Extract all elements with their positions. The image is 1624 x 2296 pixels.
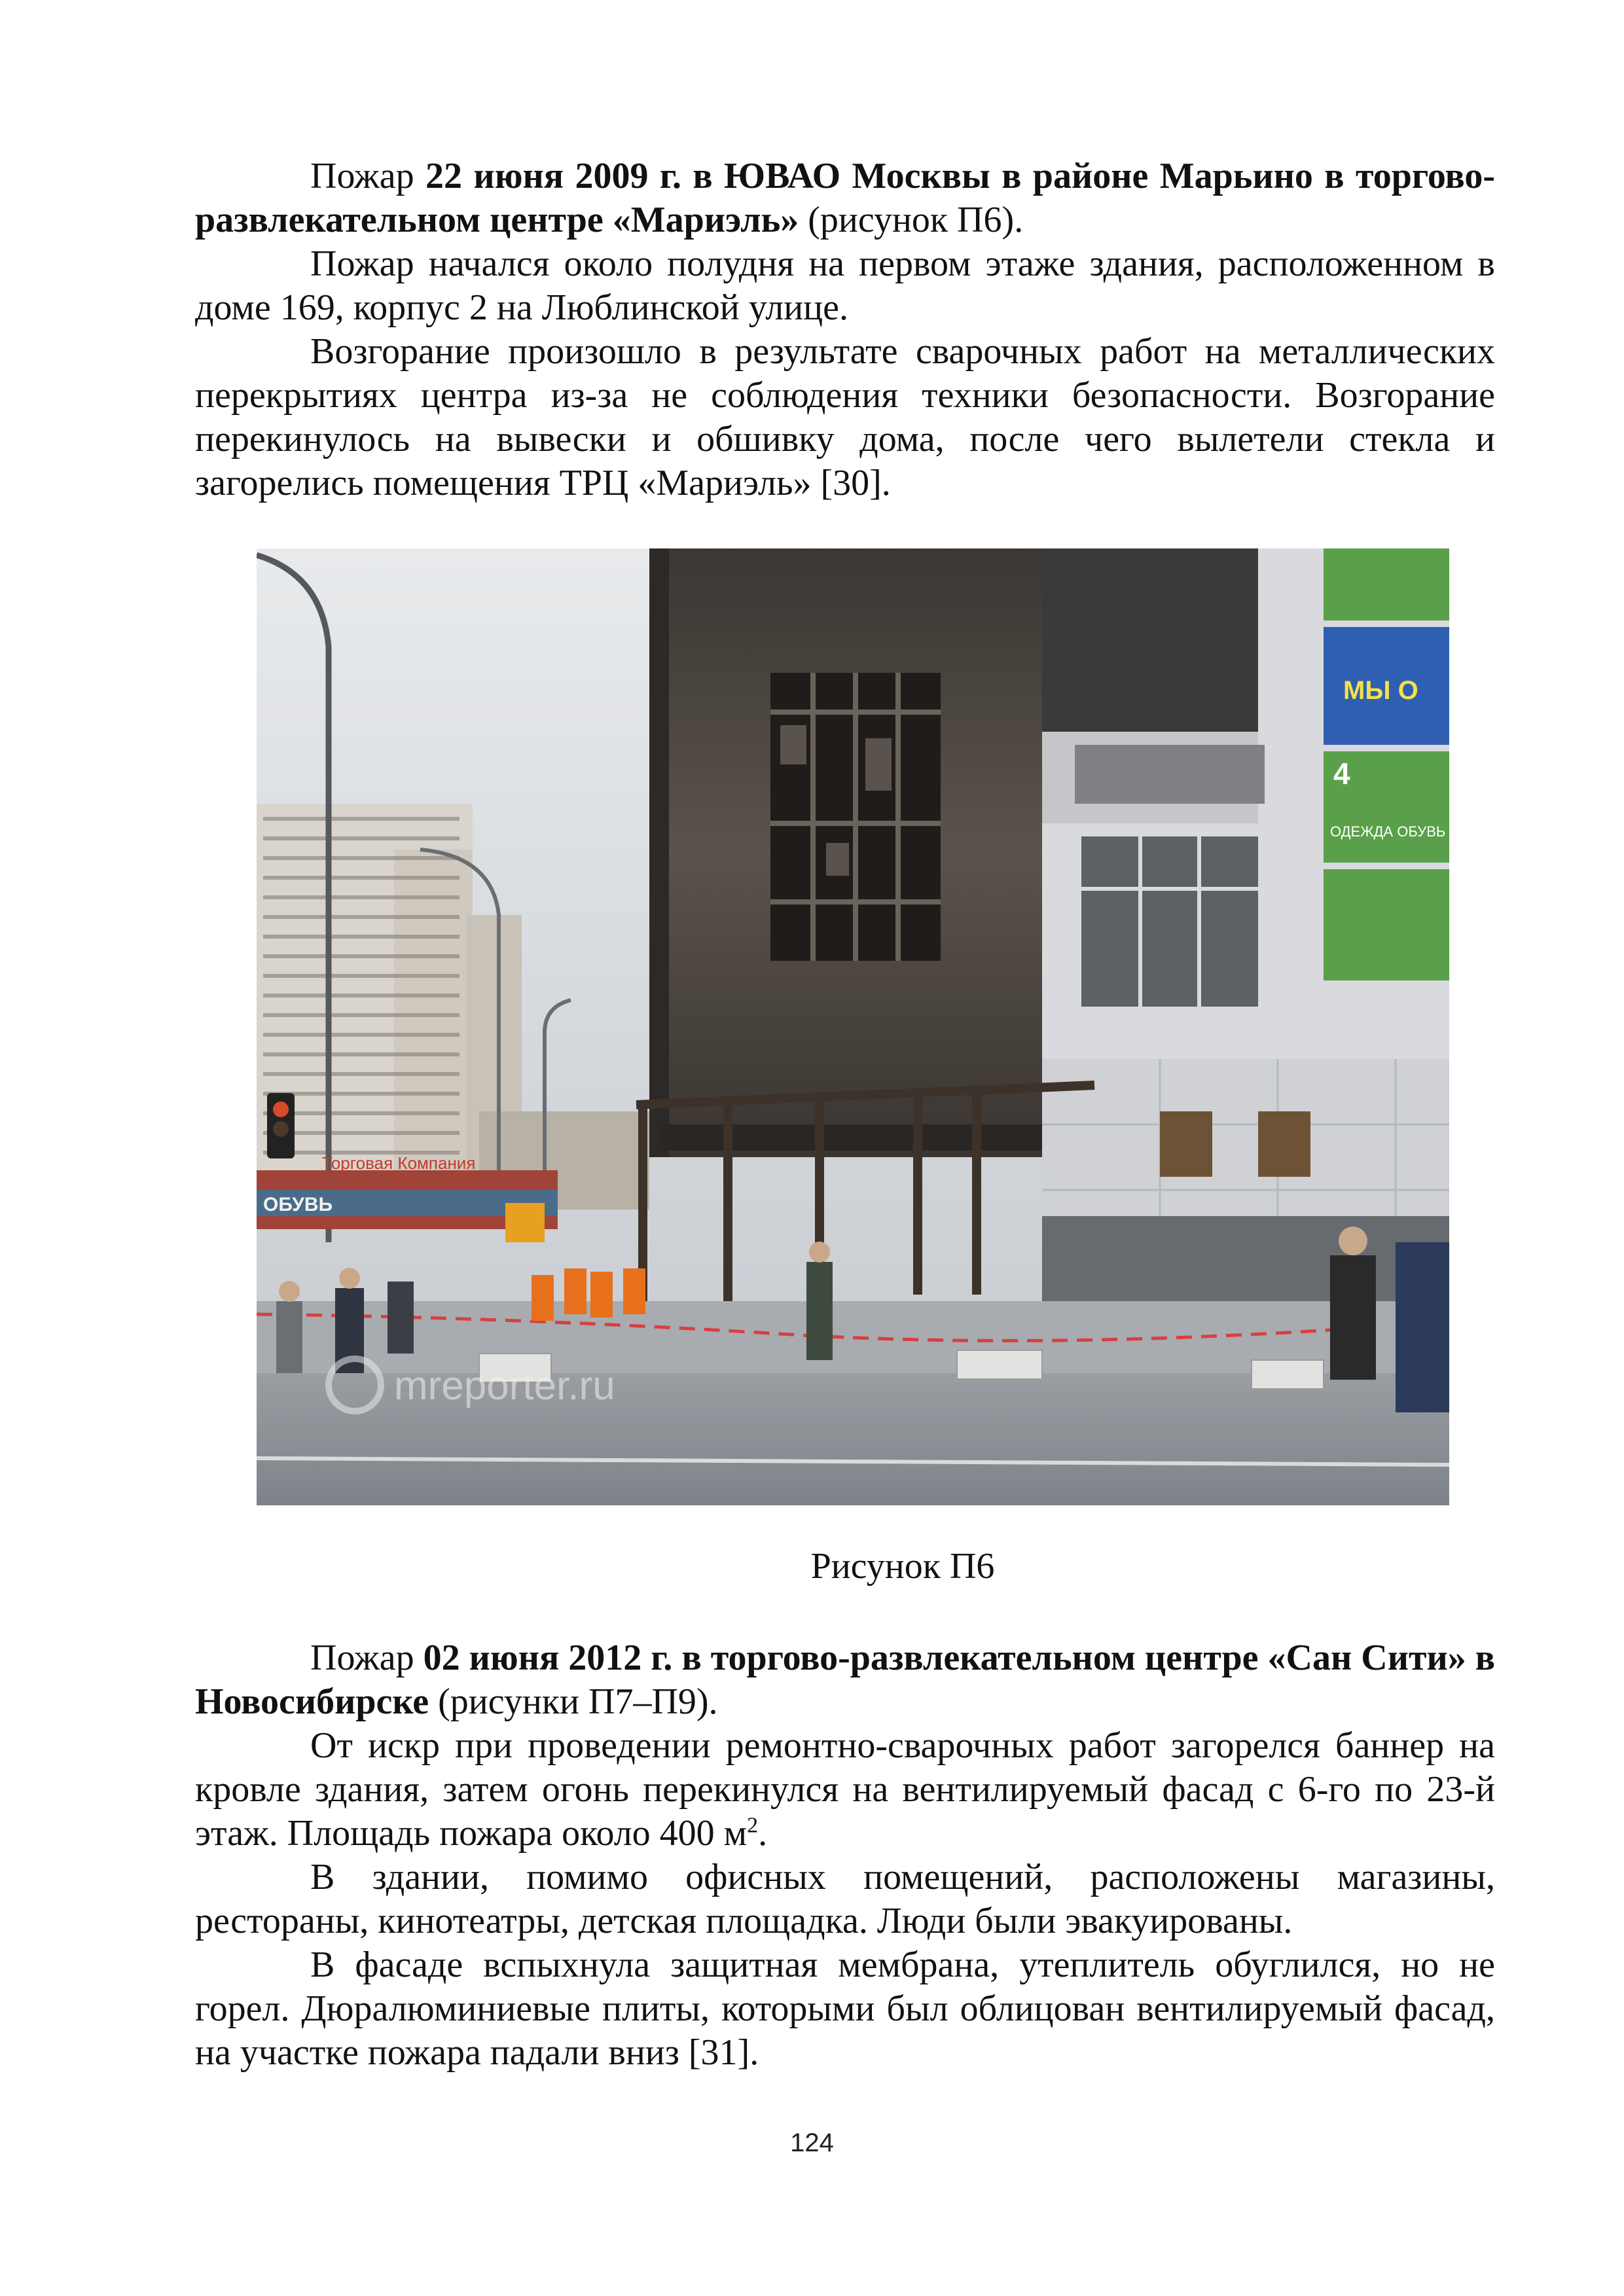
paragraph-5: [195, 1724, 1495, 1856]
paragraph-4-bold: 02 июня 2012 г. в торгово-развлекательном центре «Сан Сити» в Новосибирске: [195, 1638, 1496, 1722]
page-number: 124: [790, 2128, 834, 2157]
traffic-light: [267, 1093, 295, 1158]
burnt-facade: [649, 548, 1055, 1157]
paragraph-1-tail: (рисунок П6).: [799, 200, 1024, 240]
banner-floor-number: 4: [1333, 757, 1350, 791]
paragraph-5-tail: .: [758, 1813, 768, 1854]
paragraph-1-bold: 22 июня 2009 г. в ЮВАО Москвы в районе Марьино в торгово-развлекательном центре «Мариэль»: [195, 156, 1496, 240]
watermark-text: mreporter.ru: [394, 1363, 615, 1408]
paragraph-4: [195, 1636, 1495, 1724]
banner-column: [1324, 548, 1449, 980]
paragraph-5-text: От искр при проведении ремонтно-сварочных работ загорелся баннер на кровле здания, затем огонь перекинулся на вентилируемый фасад с 6-го по 23-й этаж. Площадь пожара около 400 м: [195, 1725, 1495, 1854]
paragraph-6: В здании, помимо офисных помещений, расположены магазины, рестораны, кинотеатры, детская площадка. Люди были эвакуированы.: [195, 1857, 1495, 1941]
area-unit-superscript: 2: [747, 1813, 759, 1838]
store-sign: Торговая Компания: [322, 1153, 476, 1173]
text-block-bottom: [195, 1636, 1495, 2075]
paragraph-1: [195, 154, 1495, 242]
paragraph-7: В фасаде вспыхнула защитная мембрана, утеплитель обуглился, но не горел. Дюралюминиевые плиты, которыми был облицован вентилируемый фасад, на участке пожара падали вниз [31].: [195, 1945, 1495, 2073]
paragraph-4-tail: (рисунки П7–П9).: [429, 1681, 718, 1722]
paragraph-3: Возгорание произошло в результате сварочных работ на металлических перекрытиях центра из-за не соблюдения техники безопасности. Возгорание перекинулось на вывески и обшивку дома, после чего вылетели стекла и загорелись помещения ТРЦ «Мариэль» [30].: [195, 331, 1495, 503]
figure-caption: Рисунок П6: [810, 1546, 995, 1587]
mall-sign: МЫ О: [1343, 676, 1418, 705]
paragraph-2: Пожар начался около полудня на первом этаже здания, расположенном в доме 169, корпус 2 на Люблинской улице.: [195, 243, 1495, 328]
paragraph-4-lead: Пожар: [310, 1638, 424, 1678]
paragraph-1-lead: Пожар: [310, 156, 426, 196]
shop-sign-left: ОБУВЬ: [263, 1194, 333, 1215]
banner-text: ОДЕЖДА ОБУВЬ: [1330, 823, 1446, 840]
text-block-top: [195, 154, 1495, 505]
figure-photo-mariel-fire: [257, 548, 1449, 1505]
